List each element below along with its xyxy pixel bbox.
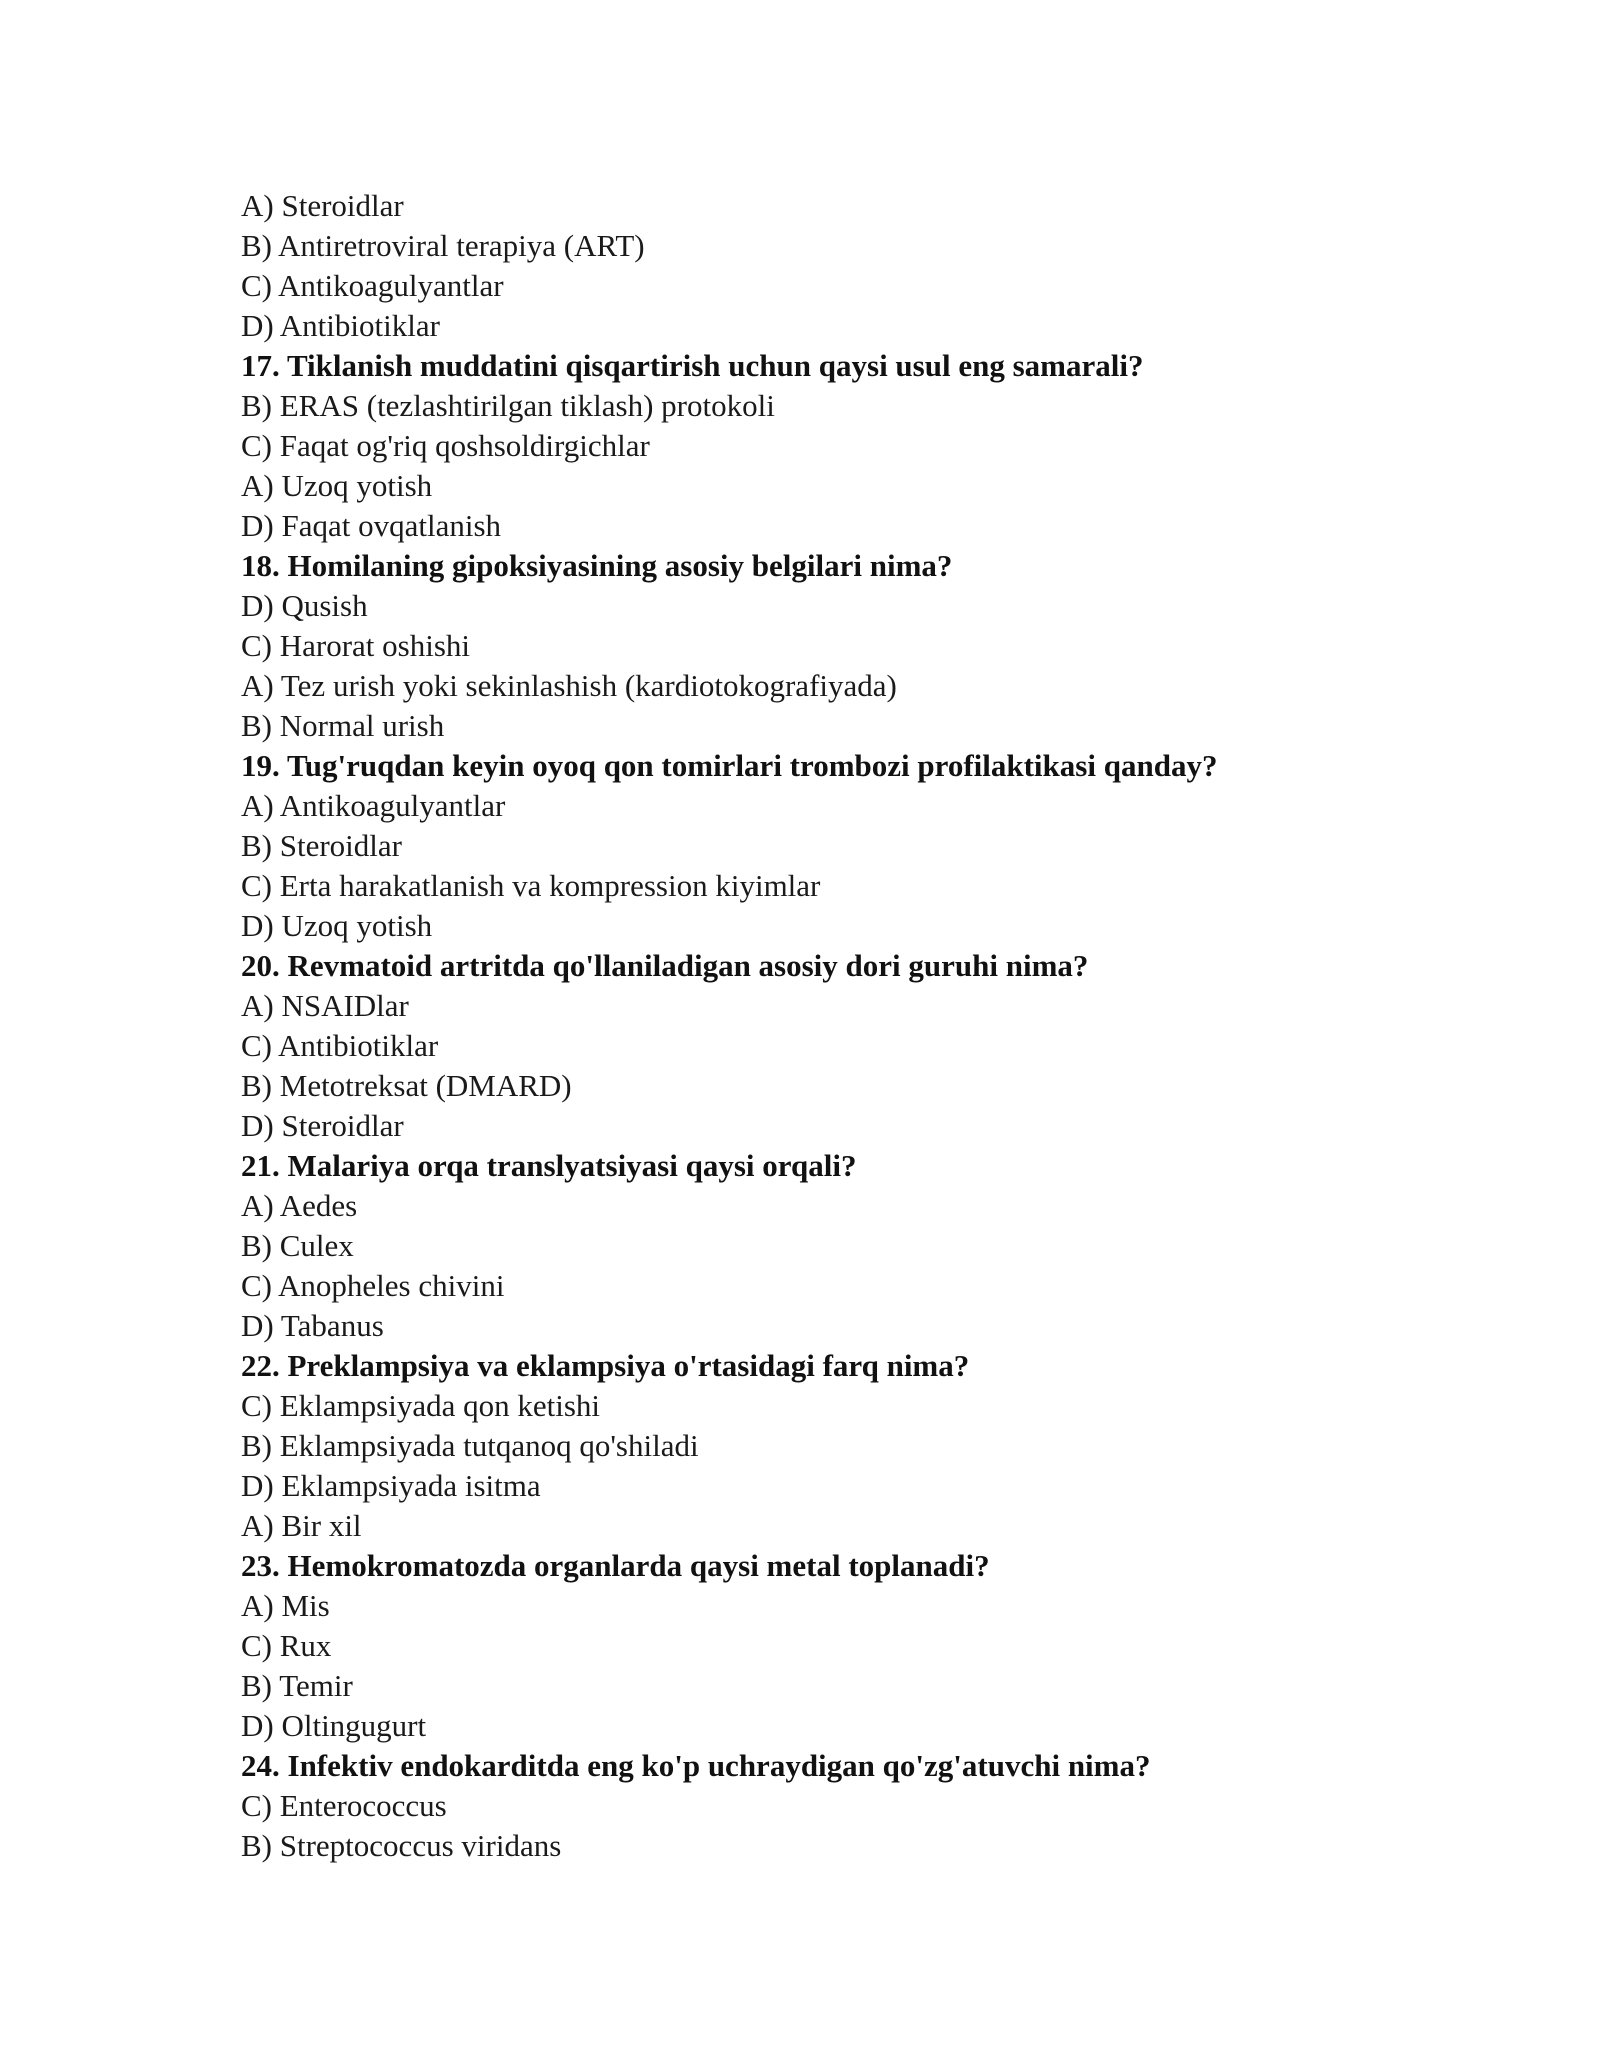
answer-option: D) Oltingugurt: [241, 1708, 427, 1743]
answer-option: A) Aedes: [241, 1188, 358, 1223]
answer-option: D) Uzoq yotish: [241, 908, 433, 943]
answer-option: B) Metotreksat (DMARD): [241, 1068, 572, 1103]
question-heading: 24. Infektiv endokarditda eng ko'p uchraydigan qo'zg'atuvchi nima?: [241, 1748, 1151, 1783]
answer-option: D) Qusish: [241, 588, 368, 623]
answer-option: B) Antiretroviral terapiya (ART): [241, 228, 645, 263]
answer-option: B) Steroidlar: [241, 828, 402, 863]
answer-option: A) Mis: [241, 1588, 330, 1623]
answer-option: C) Antibiotiklar: [241, 1028, 439, 1063]
answer-option: B) ERAS (tezlashtirilgan tiklash) protokoli: [241, 388, 775, 423]
answer-option: A) NSAIDlar: [241, 988, 409, 1023]
answer-option: C) Rux: [241, 1628, 332, 1663]
answer-option: B) Eklampsiyada tutqanoq qo'shiladi: [241, 1428, 699, 1463]
question-heading: 19. Tug'ruqdan keyin oyoq qon tomirlari trombozi profilaktikasi qanday?: [241, 748, 1218, 783]
document-content: [241, 186, 1441, 1866]
question-heading: 18. Homilaning gipoksiyasining asosiy belgilari nima?: [241, 548, 953, 583]
question-heading: 22. Preklampsiya va eklampsiya o'rtasidagi farq nima?: [241, 1348, 970, 1383]
answer-option: A) Bir xil: [241, 1508, 362, 1543]
answer-option: C) Antikoagulyantlar: [241, 268, 504, 303]
answer-option: D) Faqat ovqatlanish: [241, 508, 502, 543]
question-heading: 21. Malariya orqa translyatsiyasi qaysi orqali?: [241, 1148, 857, 1183]
answer-option: B) Temir: [241, 1668, 353, 1703]
answer-option: D) Tabanus: [241, 1308, 384, 1343]
answer-option: C) Anopheles chivini: [241, 1268, 505, 1303]
answer-option: C) Faqat og'riq qoshsoldirgichlar: [241, 428, 650, 463]
answer-option: D) Steroidlar: [241, 1108, 404, 1143]
answer-option: D) Eklampsiyada isitma: [241, 1468, 541, 1503]
answer-option: C) Enterococcus: [241, 1788, 447, 1823]
answer-option: A) Tez urish yoki sekinlashish (kardiotokografiyada): [241, 668, 897, 703]
answer-option: B) Normal urish: [241, 708, 445, 743]
answer-option: A) Uzoq yotish: [241, 468, 433, 503]
answer-option: C) Harorat oshishi: [241, 628, 471, 663]
question-heading: 20. Revmatoid artritda qo'llaniladigan asosiy dori guruhi nima?: [241, 948, 1089, 983]
answer-option: A) Steroidlar: [241, 188, 404, 223]
question-heading: 23. Hemokromatozda organlarda qaysi metal toplanadi?: [241, 1548, 990, 1583]
answer-option: C) Eklampsiyada qon ketishi: [241, 1388, 601, 1423]
answer-option: D) Antibiotiklar: [241, 308, 440, 343]
answer-option: A) Antikoagulyantlar: [241, 788, 506, 823]
answer-option: B) Culex: [241, 1228, 354, 1263]
answer-option: B) Streptococcus viridans: [241, 1828, 562, 1863]
question-heading: 17. Tiklanish muddatini qisqartirish uchun qaysi usul eng samarali?: [241, 348, 1144, 383]
answer-option: C) Erta harakatlanish va kompression kiyimlar: [241, 868, 821, 903]
